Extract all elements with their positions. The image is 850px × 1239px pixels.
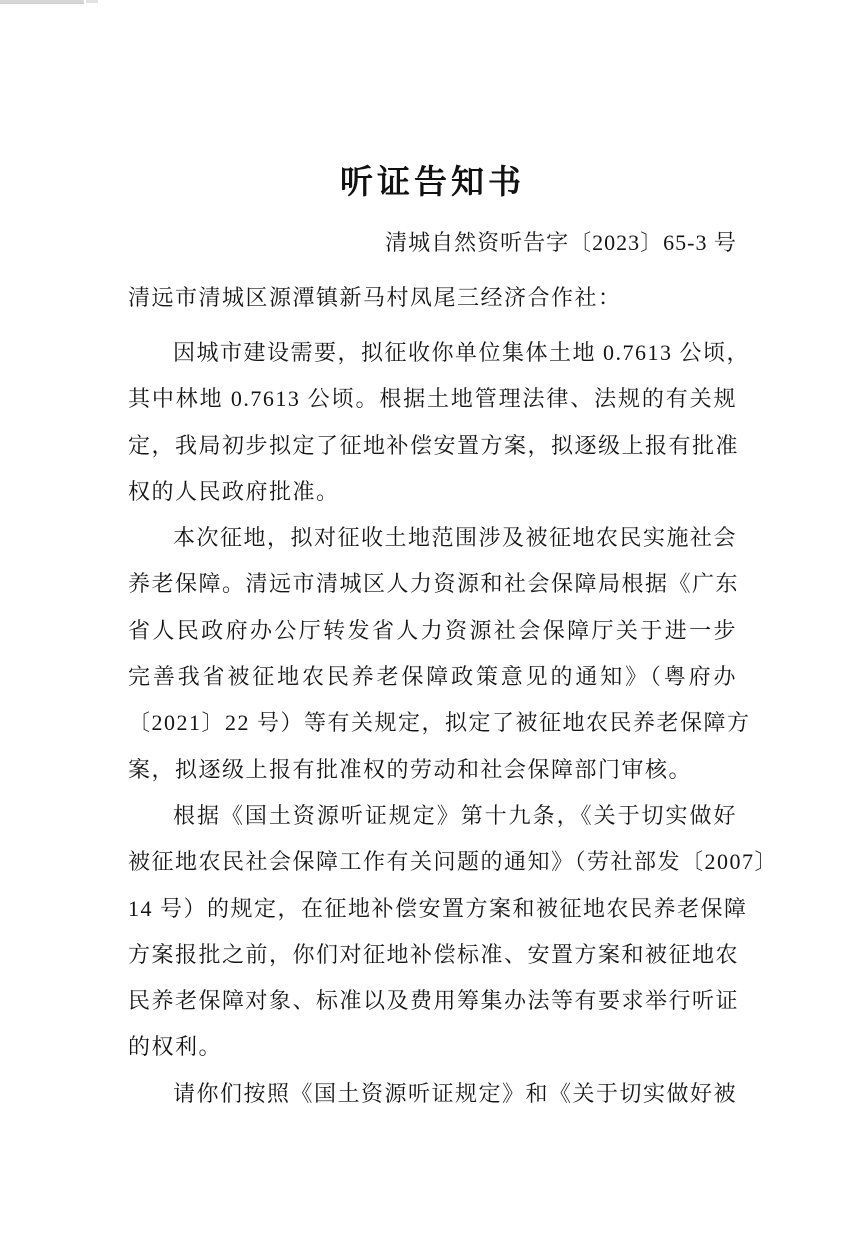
body-line: 的权利。 [128,1034,223,1060]
horizontal-scrollbar-thumb[interactable] [0,0,84,4]
body-line: 案，拟逐级上报有批准权的劳动和社会保障部门审核。 [128,756,693,782]
document-title: 听证告知书 [340,165,525,201]
body-line: 养老保障。清远市清城区人力资源和社会保障局根据《广东 [128,571,740,597]
body-line: 请你们按照《国土资源听证规定》和《关于切实做好被 [173,1080,738,1106]
body-line: 根据《国土资源听证规定》第十九条，《关于切实做好 [173,802,737,828]
body-line: 本次征地，拟对征收土地范围涉及被征地农民实施社会 [173,525,738,551]
body-line: 因城市建设需要，拟征收你单位集体土地 0.7613 公顷， [173,340,751,365]
addressee-line: 清远市清城区源潭镇新马村凤尾三经济合作社： [128,285,622,310]
body-line: 定，我局初步拟定了征地补偿安置方案，拟逐级上报有批准 [128,432,740,458]
paragraphs-container [128,330,779,1117]
body-line: 完善我省被征地农民养老保障政策意见的通知》（粤府办 [128,664,737,690]
body-line: 民养老保障对象、标准以及费用筹集办法等有要求举行听证 [128,988,740,1014]
document-number: 清城自然资听告字〔2023〕65-3 号 [385,230,737,255]
body-line: 14 号）的规定，在征地补偿安置方案和被征地农民养老保障 [128,895,748,921]
body-line: 其中林地 0.7613 公顷。根据土地管理法律、法规的有关规 [128,386,737,412]
body-line: 省人民政府办公厅转发省人力资源社会保障厅关于进一步 [128,617,737,643]
horizontal-scrollbar-button[interactable] [86,0,98,3]
body-line: 被征地农民社会保障工作有关问题的通知》（劳社部发〔2007〕 [128,849,779,875]
body-line: 方案报批之前，你们对征地补偿标准、安置方案和被征地农 [128,941,740,967]
body-line: 〔2021〕22 号）等有关规定，拟定了被征地农民养老保障方 [128,710,751,736]
body-line: 权的人民政府批准。 [128,478,340,504]
